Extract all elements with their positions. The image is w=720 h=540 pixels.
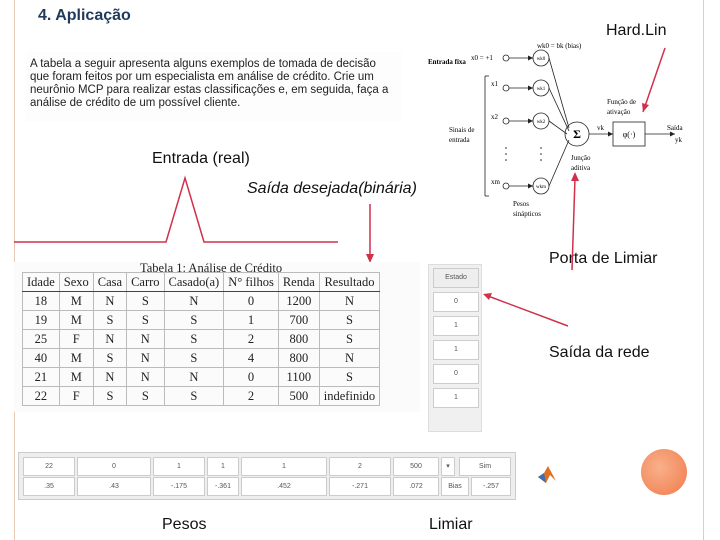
saida-label-2: yk (675, 136, 682, 144)
result-header: Estado (433, 268, 479, 288)
input-field[interactable]: 0 (77, 457, 151, 476)
table-cell: 0 (224, 292, 279, 311)
table-cell: 21 (23, 368, 60, 387)
input-field[interactable]: Sim (459, 457, 511, 476)
intro-text: A tabela a seguir apresenta alguns exemplos de tomada de decisão que foram feitos por um especialista em análise de crédito. Crie um neurônio MCP para realizar estas classificações e, em seguida, faça a análise de crédito de um possível cliente. (30, 58, 389, 109)
table-cell: F (59, 387, 93, 406)
col-header: Resultado (319, 273, 379, 292)
col-header: Carro (127, 273, 164, 292)
table-cell: 19 (23, 311, 60, 330)
table-cell: S (127, 292, 164, 311)
table-cell: M (59, 368, 93, 387)
x2-label: x2 (491, 113, 498, 121)
table-cell: N (319, 292, 379, 311)
pesos-sinapticos-label-1: Pesos (513, 200, 529, 208)
table-cell: 700 (278, 311, 319, 330)
funcao-label-2: ativação (607, 108, 631, 116)
col-header: Casa (93, 273, 126, 292)
limiar-label: Limiar (429, 516, 473, 533)
table-row (23, 311, 380, 330)
sinais-label-2: entrada (449, 136, 470, 144)
weight-field[interactable]: .43 (77, 477, 151, 496)
juncao-label-1: Junção (571, 154, 591, 162)
table-cell: N (164, 368, 224, 387)
porta-limiar-label: Porta de Limiar (549, 250, 658, 267)
input-field[interactable]: 22 (23, 457, 75, 476)
table-cell: F (59, 330, 93, 349)
result-cell[interactable]: 0 (433, 364, 479, 384)
table-cell: M (59, 349, 93, 368)
saida-rede-arrow-line (488, 296, 568, 326)
saida-label-1: Saída (667, 124, 683, 132)
table-cell: 2 (224, 330, 279, 349)
table-cell: 500 (278, 387, 319, 406)
vk-label: vk (597, 124, 604, 132)
col-header: Casado(a) (164, 273, 224, 292)
xm-label: xm (491, 178, 500, 186)
weight-0-label: wk0 (536, 57, 546, 62)
hardlin-arrow-head (642, 103, 649, 112)
table-row (23, 368, 380, 387)
pesos-label: Pesos (162, 516, 207, 533)
table-cell: S (319, 368, 379, 387)
slide-title: 4. Aplicação (38, 7, 131, 24)
table-cell: S (93, 387, 126, 406)
table-row (23, 292, 380, 311)
table-cell: 22 (23, 387, 60, 406)
table-cell: 2 (224, 387, 279, 406)
hardlin-label: Hard.Lin (606, 22, 667, 39)
table-cell: S (319, 330, 379, 349)
table-cell: S (93, 311, 126, 330)
entrada-fixa-label: Entrada fixa (428, 58, 466, 66)
decorative-circle (641, 449, 687, 495)
result-panel (428, 264, 482, 432)
table-cell: 1200 (278, 292, 319, 311)
porta-limiar-arrow-head (571, 172, 579, 181)
funcao-label-1: Função de (607, 98, 636, 106)
table-row (23, 387, 380, 406)
col-header: Renda (278, 273, 319, 292)
weight-m-label: wkm (536, 185, 546, 190)
table-cell: indefinido (319, 387, 379, 406)
table-cell: 0 (224, 368, 279, 387)
result-cell[interactable]: 1 (433, 388, 479, 408)
col-header: Idade (23, 273, 60, 292)
sinais-label-1: Sinais de (449, 126, 475, 134)
table-cell: N (93, 330, 126, 349)
dropdown-button[interactable]: ▾ (441, 457, 455, 476)
sigma-symbol: Σ (573, 127, 581, 141)
weight-field[interactable]: -.361 (207, 477, 239, 496)
weight-field[interactable]: .452 (241, 477, 327, 496)
weight-field[interactable]: -.271 (329, 477, 391, 496)
table-cell: M (59, 292, 93, 311)
pesos-sinapticos-label-2: sinápticos (513, 210, 541, 218)
entrada-bracket (14, 178, 338, 242)
entrada-label: Entrada (real) (152, 150, 250, 167)
table-cell: S (164, 311, 224, 330)
weight-field[interactable]: .35 (23, 477, 75, 496)
result-cell[interactable]: 1 (433, 316, 479, 336)
table-cell: S (127, 311, 164, 330)
table-cell: N (127, 368, 164, 387)
table-cell: 800 (278, 349, 319, 368)
input-field[interactable]: 1 (207, 457, 239, 476)
weight-field[interactable]: -.175 (153, 477, 205, 496)
table-cell: 1100 (278, 368, 319, 387)
weight-2-label: wk2 (536, 120, 546, 125)
table-cell: 800 (278, 330, 319, 349)
x0-label: x0 = +1 (471, 54, 493, 62)
matlab-logo-icon (536, 463, 558, 485)
table-cell: S (127, 387, 164, 406)
weight-field[interactable]: .072 (393, 477, 439, 496)
w0-label: wk0 = bk (bias) (537, 42, 582, 50)
saida-rede-label: Saída da rede (549, 344, 650, 361)
table-cell: 40 (23, 349, 60, 368)
credit-table (22, 272, 380, 406)
table-cell: S (164, 387, 224, 406)
table-cell: S (164, 330, 224, 349)
x1-label: x1 (491, 80, 498, 88)
table-cell: S (164, 349, 224, 368)
table-cell: N (319, 349, 379, 368)
table-cell: N (164, 292, 224, 311)
result-cell[interactable]: 1 (433, 340, 479, 360)
hardlin-arrow-line (643, 48, 665, 112)
table-cell: N (127, 330, 164, 349)
input-field[interactable]: 500 (393, 457, 439, 476)
input-field[interactable]: 1 (241, 457, 327, 476)
saida-desejada-label: Saída desejada(binária) (247, 180, 417, 197)
bias-field[interactable]: -.257 (471, 477, 511, 496)
table-cell: S (93, 349, 126, 368)
weight-1-label: wk1 (536, 87, 546, 92)
table-cell: 1 (224, 311, 279, 330)
table-cell: M (59, 311, 93, 330)
table-cell: N (93, 368, 126, 387)
bias-label: Bias (441, 477, 469, 496)
table-caption: Tabela 1: Análise de Crédito (140, 261, 283, 275)
porta-limiar-arrow-line (572, 178, 575, 270)
col-header: N° filhos (224, 273, 279, 292)
table-header-row (23, 273, 380, 292)
input-field[interactable]: 2 (329, 457, 391, 476)
result-cell[interactable]: 0 (433, 292, 479, 312)
weights-bar (18, 452, 516, 500)
table-row (23, 330, 380, 349)
phi-label: φ(·) (622, 130, 636, 139)
input-field[interactable]: 1 (153, 457, 205, 476)
juncao-label-2: aditiva (571, 164, 591, 172)
table-cell: 4 (224, 349, 279, 368)
table-cell: 25 (23, 330, 60, 349)
table-cell: N (127, 349, 164, 368)
table-cell: 18 (23, 292, 60, 311)
table-cell: S (319, 311, 379, 330)
table-row (23, 349, 380, 368)
col-header: Sexo (59, 273, 93, 292)
table-cell: N (93, 292, 126, 311)
